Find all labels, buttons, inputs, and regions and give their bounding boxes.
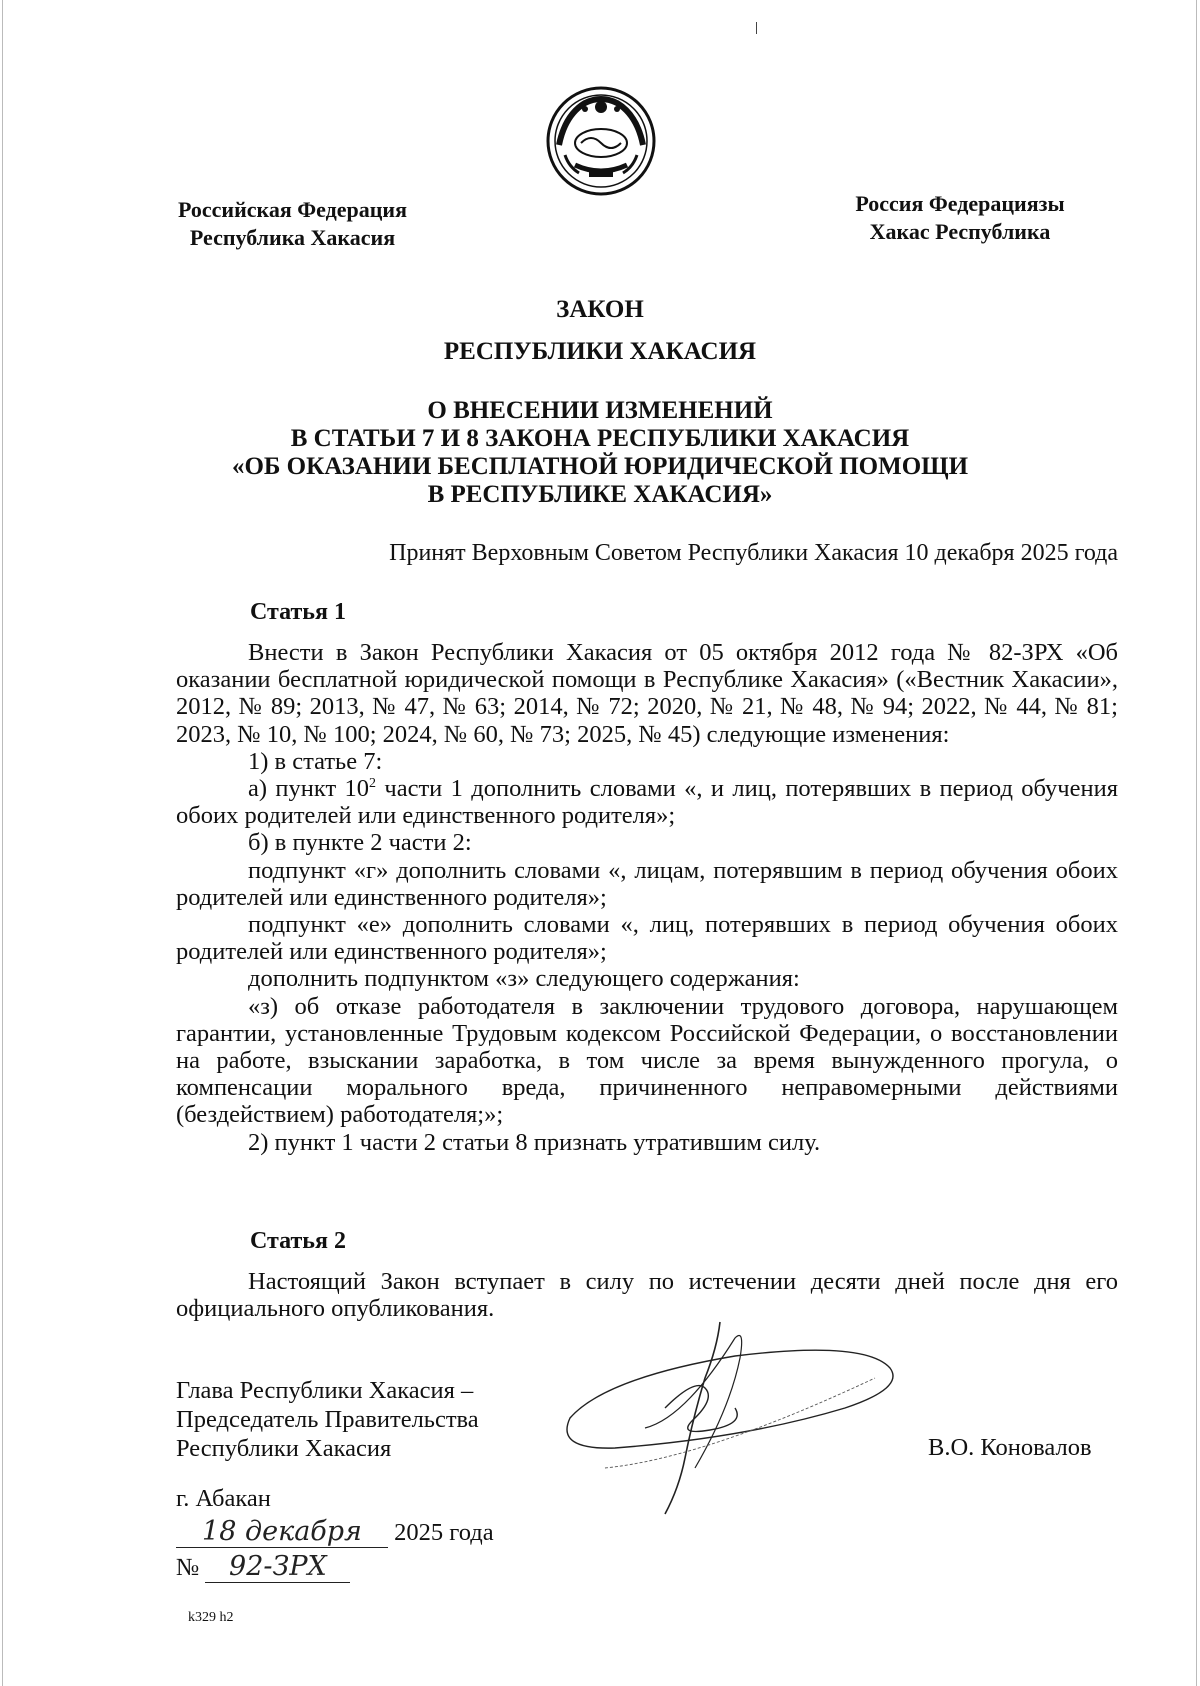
footer-code: k329 h2 [188, 1610, 234, 1625]
article-1-subitem-e: подпункт «е» дополнить словами «, лиц, потерявших в период обучения обоих родителей или единственного родителя»; [176, 911, 1118, 966]
article-1-intro: Внести в Закон Республики Хакасия от 05 октября 2012 года № 82-ЗРХ «Об оказании бесплатной юридической помощи в Республике Хакасия» («Вестник Хакасии», 2012, № 89; 2013, № 47, № 63; 2014, № 72; 2020, № 21, № 48, № 94; 2022, № 44, № 81; 2023, № 10, № 100; 2024, № 60, № 73; 2025, № 45) следующие изменения: [176, 639, 1118, 748]
item-1a-pre: а) пункт 10 [248, 775, 370, 803]
subject-line: О ВНЕСЕНИИ ИЗМЕНЕНИЙ [427, 397, 773, 424]
date-suffix: 2025 года [394, 1519, 494, 1546]
coat-of-arms-icon [545, 85, 657, 197]
law-title: ЗАКОН [556, 296, 644, 323]
article-1-item-1: 1) в статье 7: [248, 747, 383, 775]
signing-date [176, 1516, 494, 1548]
article-1-body [176, 639, 1118, 1156]
article-1-item-2: 2) пункт 1 части 2 статьи 8 признать утратившим силу. [248, 1128, 821, 1156]
scan-mark [756, 22, 757, 34]
signatory-title-line: Председатель Правительства [176, 1406, 479, 1433]
handwritten-signature [545, 1318, 925, 1518]
article-1-subitem-z-intro: дополнить подпунктом «з» следующего содержания: [248, 965, 800, 993]
number-prefix: № [176, 1554, 200, 1581]
article-1-item-1a [176, 775, 1118, 829]
article-2-body [176, 1268, 1118, 1322]
article-1-item-1b: б) в пункте 2 части 2: [248, 829, 472, 857]
date-handwritten: 18 декабря [176, 1516, 388, 1548]
signatory-title-line: Глава Республики Хакасия – [176, 1377, 474, 1404]
article-1-heading: Статья 1 [250, 599, 346, 625]
law-number [176, 1551, 350, 1583]
header-left-line1: Российская Федерация [177, 197, 408, 222]
scan-edge-left [2, 0, 3, 1686]
scan-edge-right [1196, 0, 1197, 1686]
adoption-note: Принят Верховным Советом Республики Хакасия 10 декабря 2025 года [389, 540, 1118, 566]
number-handwritten: 92-ЗРХ [205, 1551, 350, 1583]
signatory-name: В.О. Коновалов [928, 1434, 1092, 1461]
header-right-line2: Хакас Республика [869, 219, 1051, 244]
header-left [160, 196, 425, 252]
article-2-heading: Статья 2 [250, 1228, 346, 1254]
article-1-subitem-z-text: «з) об отказе работодателя в заключении трудового договора, нарушающем гарантии, установленные Трудовым кодексом Российской Федерации, о восстановлении на работе, взыскании заработка, в том числе за время вынужденного прогула, о компенсации морального вреда, причиненного неправомерными действиями (бездействием) работодателя;»; [176, 992, 1118, 1129]
subject-line: В СТАТЬИ 7 И 8 ЗАКОНА РЕСПУБЛИКИ ХАКАСИЯ [290, 425, 910, 452]
law-subject [160, 397, 1040, 509]
signatory-title-line: Республики Хакасия [176, 1435, 392, 1462]
subject-line: «ОБ ОКАЗАНИИ БЕСПЛАТНОЙ ЮРИДИЧЕСКОЙ ПОМОЩИ [231, 453, 969, 480]
header-right-line1: Россия Федерациязы [855, 191, 1065, 216]
subject-line: В РЕСПУБЛИКЕ ХАКАСИЯ» [427, 481, 773, 508]
item-1a-post: части 1 дополнить словами «, и лиц, потерявших в период обучения обоих родителей или единственного родителя»; [176, 775, 1118, 830]
law-issuer: РЕСПУБЛИКИ ХАКАСИЯ [443, 338, 757, 365]
header-right [840, 190, 1080, 246]
article-2-text: Настоящий Закон вступает в силу по истечении десяти дней после дня его официального опубликования. [176, 1268, 1118, 1323]
item-1a-superscript: 2 [369, 775, 377, 791]
signatory-title [176, 1376, 479, 1463]
article-1-subitem-g: подпункт «г» дополнить словами «, лицам, потерявшим в период обучения обоих родителей или единственного родителя»; [176, 856, 1118, 911]
signing-place: г. Абакан [176, 1485, 271, 1512]
header-left-line2: Республика Хакасия [189, 225, 396, 250]
